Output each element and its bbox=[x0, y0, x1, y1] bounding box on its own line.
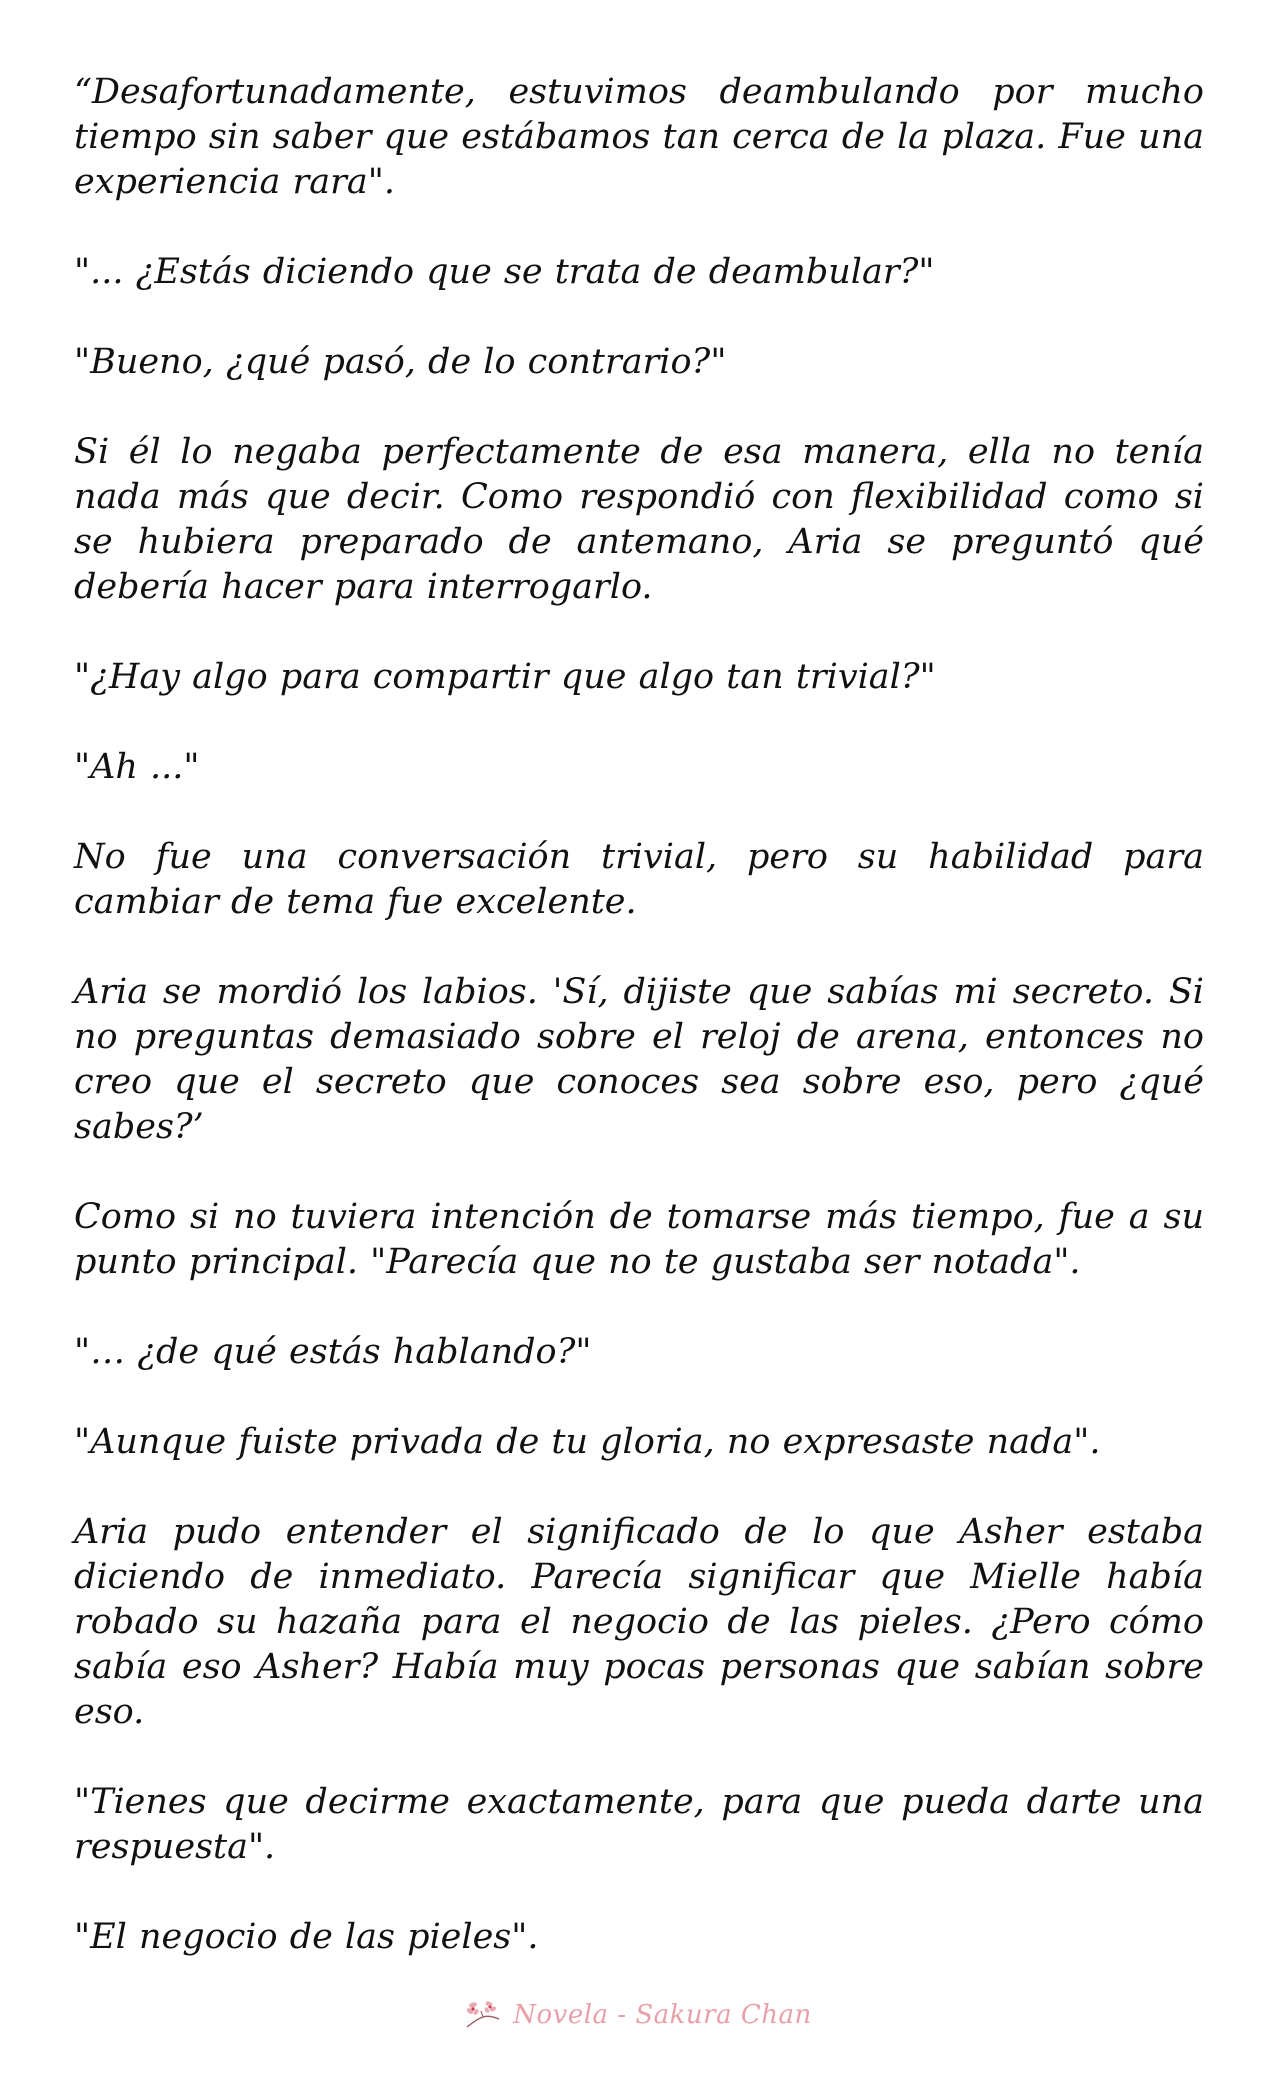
paragraph: Si él lo negaba perfectamente de esa manera, ella no tenía nada más que decir. Como respondió con flexibilidad como si se hubiera preparado de antemano, Aria se preguntó qué debería hacer para interrogarlo. bbox=[74, 432, 1204, 607]
paragraph: "¿Hay algo para compartir que algo tan trivial?" bbox=[74, 657, 936, 697]
paragraph: "El negocio de las pieles". bbox=[74, 1917, 539, 1957]
paragraph: "Tienes que decirme exactamente, para que pueda darte una respuesta". bbox=[74, 1782, 1204, 1867]
watermark-text: Novela - Sakura Chan bbox=[513, 2000, 812, 2030]
paragraph: "... ¿Estás diciendo que se trata de deambular?" bbox=[74, 252, 935, 292]
paragraph: Como si no tuviera intención de tomarse más tiempo, fue a su punto principal. "Parecía que no te gustaba ser notada". bbox=[74, 1197, 1204, 1282]
paragraph: “Desafortunadamente, estuvimos deambulando por mucho tiempo sin saber que estábamos tan cerca de la plaza. Fue una experiencia rara". bbox=[74, 72, 1204, 202]
paragraph: Aria pudo entender el significado de lo que Asher estaba diciendo de inmediato. Parecía significar que Mielle había robado su hazaña para el negocio de las pieles. ¿Pero cómo sabía eso Asher? Había muy pocas personas que sabían sobre eso. bbox=[74, 1512, 1204, 1732]
paragraph: Aria se mordió los labios. 'Sí, dijiste que sabías mi secreto. Si no preguntas demasiado sobre el reloj de arena, entonces no creo que el secreto que conoces sea sobre eso, pero ¿qué sabes?’ bbox=[74, 972, 1204, 1147]
paragraph: "Ah ..." bbox=[74, 747, 200, 787]
sakura-flower-icon bbox=[463, 1997, 503, 2033]
document-body bbox=[74, 70, 1204, 1960]
paragraph: "Aunque fuiste privada de tu gloria, no expresaste nada". bbox=[74, 1422, 1101, 1462]
paragraph: "… ¿de qué estás hablando?" bbox=[74, 1332, 592, 1372]
paragraph: No fue una conversación trivial, pero su habilidad para cambiar de tema fue excelente. bbox=[74, 837, 1204, 922]
paragraph: "Bueno, ¿qué pasó, de lo contrario?" bbox=[74, 342, 727, 382]
watermark bbox=[0, 1995, 1275, 2035]
